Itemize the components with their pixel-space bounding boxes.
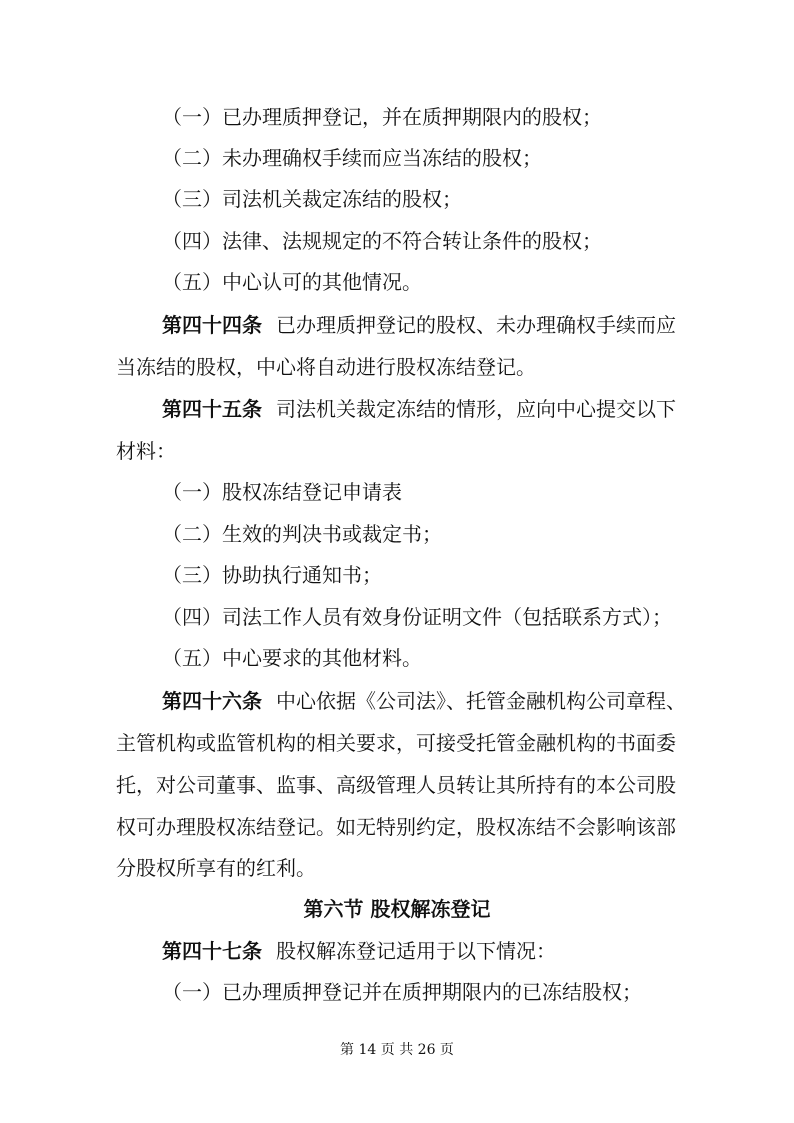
article-45-label: 第四十五条 [162, 397, 262, 421]
article-46-line [162, 686, 722, 716]
text-line: 权可办理股权冻结登记。如无特别约定，股权冻结不会影响该部 [116, 815, 676, 839]
text-line: 分股权所享有的红利。 [116, 856, 316, 880]
text-line: （二）生效的判决书或裁定书； [162, 522, 442, 546]
article-44-label: 第四十四条 [162, 313, 262, 337]
text-line: （四）法律、法规规定的不符合转让条件的股权； [162, 229, 602, 253]
text-line: （三）协助执行通知书； [162, 563, 382, 587]
section-heading: 第六节 股权解冻登记 [303, 897, 491, 921]
article-46-label: 第四十六条 [162, 689, 262, 713]
text-line: 材料： [116, 439, 176, 463]
text-line: （五）中心要求的其他材料。 [162, 646, 422, 670]
text-line: 托，对公司董事、监事、高级管理人员转让其所持有的本公司股 [116, 773, 676, 797]
article-45-line [162, 394, 722, 424]
article-44-line [162, 310, 722, 340]
article-47-line [162, 936, 722, 966]
text-line: （三）司法机关裁定冻结的股权； [162, 187, 462, 211]
text-line: （二）未办理确权手续而应当冻结的股权； [162, 146, 542, 170]
text-line: （五）中心认可的其他情况。 [162, 270, 422, 294]
text-line: （一）股权冻结登记申请表 [162, 480, 402, 504]
text-line: （四）司法工作人员有效身份证明文件（包括联系方式）； [162, 605, 672, 629]
text-line: 主管机构或监管机构的相关要求，可接受托管金融机构的书面委 [116, 731, 676, 755]
text-span: 司法机关裁定冻结的情形，应向中心提交以下 [276, 397, 676, 421]
article-47-label: 第四十七条 [162, 939, 262, 963]
text-line: （一）已办理质押登记并在质押期限内的已冻结股权； [162, 980, 642, 1004]
text-span: 股权解冻登记适用于以下情况： [276, 939, 556, 963]
text-line: 当冻结的股权，中心将自动进行股权冻结登记。 [116, 355, 536, 379]
page-footer: 第 14 页 共 26 页 [340, 1042, 454, 1058]
text-span: 已办理质押登记的股权、未办理确权手续而应 [276, 313, 676, 337]
text-line: （一）已办理质押登记，并在质押期限内的股权； [162, 105, 602, 129]
text-span: 中心依据《公司法》、托管金融机构公司章程、 [276, 689, 686, 713]
